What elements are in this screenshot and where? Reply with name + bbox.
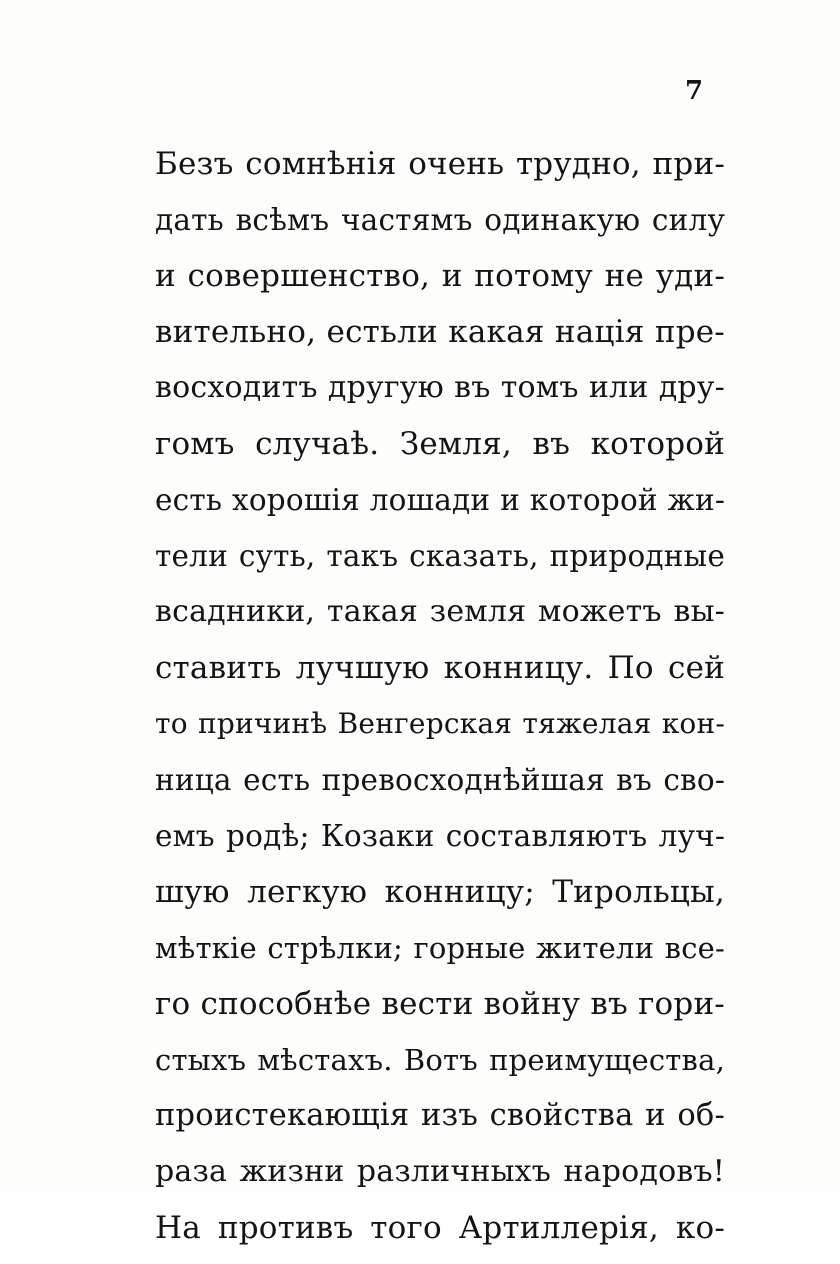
text-line: стыхъ мѣстахъ. Вотъ преимущества,	[155, 1043, 725, 1077]
text-line: мѣткіе стрѣлки; горные жители все-	[155, 931, 725, 965]
page-number: 7	[684, 76, 704, 106]
text-line: проистекающія изъ свойства и об-	[155, 1098, 725, 1133]
text-line: вительно, естьли какая нація пре-	[155, 314, 725, 350]
text-line: раза жизни различныхъ народовъ!	[155, 1154, 725, 1189]
text-line: и совершенство, и потому не уди-	[155, 258, 725, 294]
text-line: шую легкую конницу; Тирольцы,	[155, 874, 725, 910]
text-line: есть хорошія лошади и которой жи-	[155, 483, 725, 517]
text-line: Безъ сомнѣнія очень трудно, при-	[155, 146, 725, 182]
text-line: то причинѣ Венгерская тяжелая кон-	[155, 707, 725, 740]
text-line: дать всѣмъ частямъ одинакую силу	[155, 203, 725, 237]
text-line: тели суть, такъ сказать, природные	[155, 539, 725, 573]
text-line: гомъ случаѣ. Земля, въ которой	[155, 426, 725, 462]
text-line: го способнѣе вести войну въ гори-	[155, 986, 725, 1022]
text-line: восходитъ другую въ томъ или дру-	[155, 370, 725, 405]
text-line: емъ родѣ; Козаки составляютъ луч-	[155, 819, 725, 853]
body-text	[155, 144, 725, 1264]
text-line: всадники, такая земля можетъ вы-	[155, 594, 725, 629]
text-line: На противъ того Артиллерія, ко-	[155, 1210, 725, 1246]
text-line: ница есть превосходнѣйшая въ сво-	[155, 763, 725, 797]
text-line: ставить лучшую конницу. По сей	[155, 650, 725, 686]
